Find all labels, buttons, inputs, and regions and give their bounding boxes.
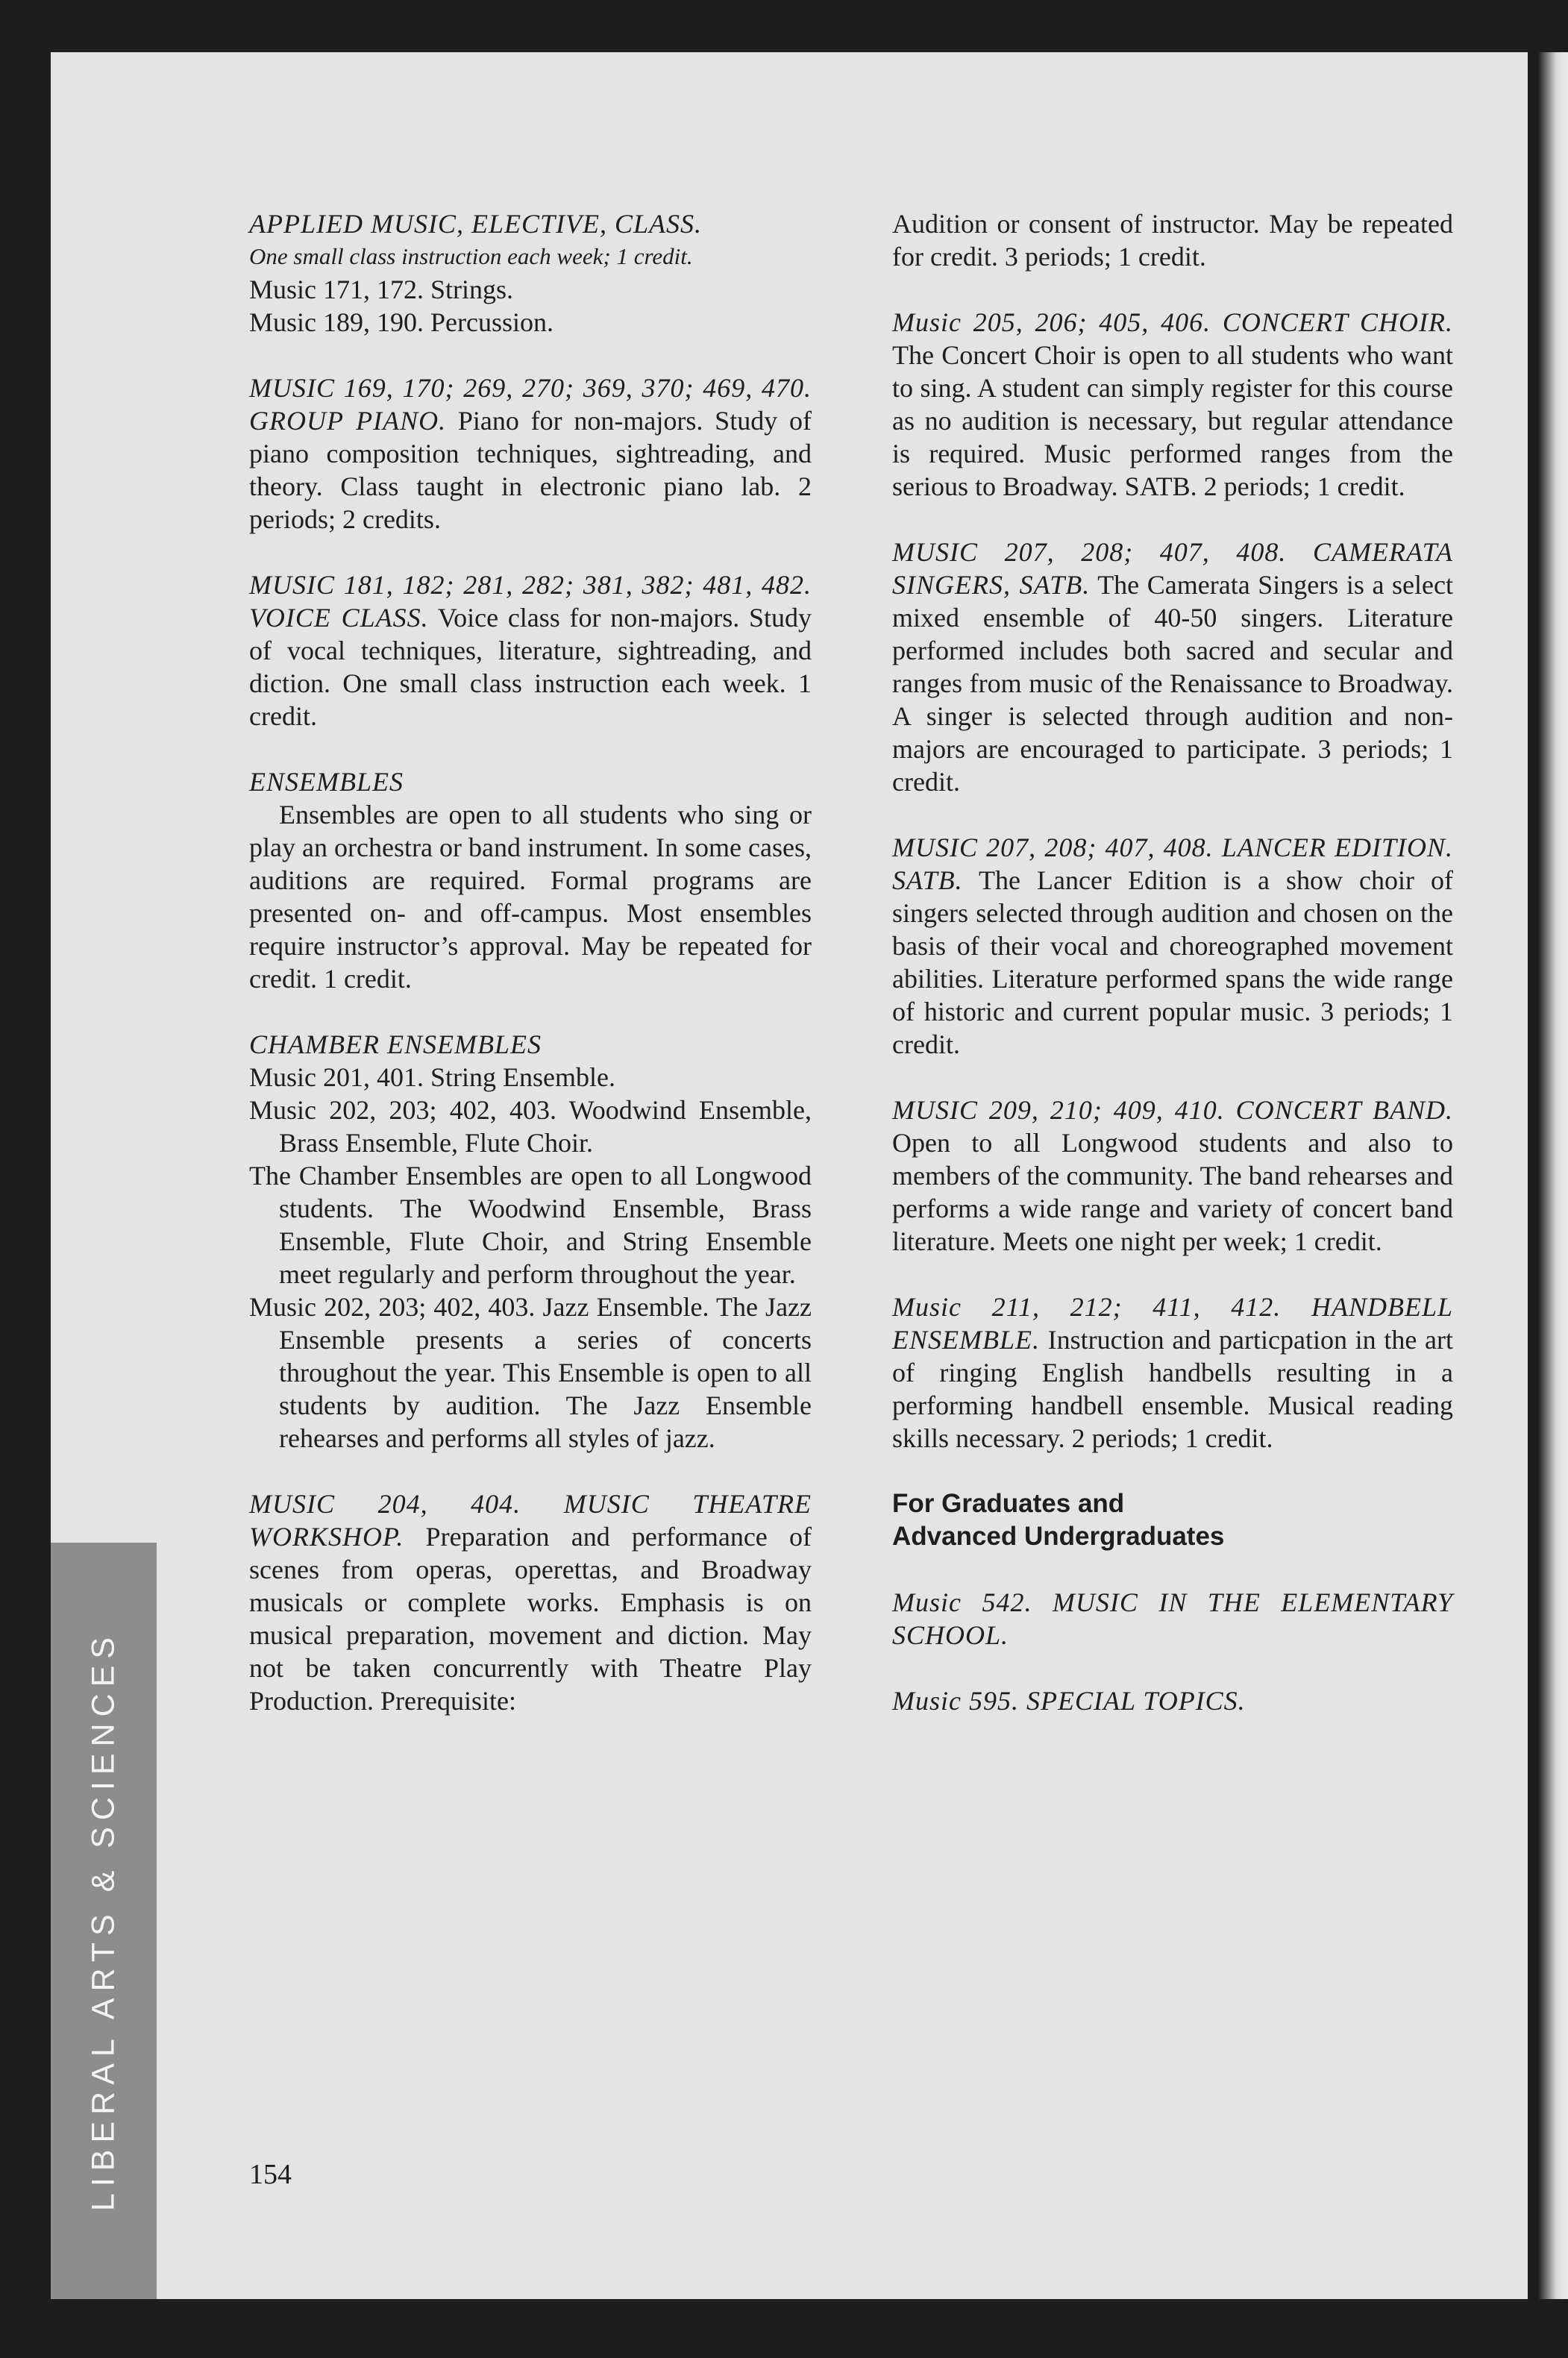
concert-choir-entry: [892, 306, 1453, 503]
lancer-edition-entry: [892, 831, 1453, 1061]
theatre-workshop-heading: MUSIC 204, 404. MUSIC THEATRE WORKSHOP.: [249, 1489, 812, 1552]
applied-music-entry: [249, 207, 812, 339]
chamber-ensembles-heading: CHAMBER ENSEMBLES: [249, 1029, 542, 1059]
voice-class-body: Voice class for non-majors. Study of vocal techniques, literature, sightreading, and diction. One small class instruction each week. 1 credit.: [249, 603, 812, 731]
music-542-entry: Music 542. MUSIC IN THE ELEMENTARY SCHOOL.: [892, 1587, 1453, 1650]
page-number: 154: [249, 2159, 292, 2190]
concert-band-body: Open to all Longwood students and also to members of the community. The band rehearses and performs a wide range and variety of concert band literature. Meets one night per week; 1 credit.: [892, 1128, 1453, 1256]
concert-choir-heading: Music 205, 206; 405, 406. CONCERT CHOIR.: [892, 307, 1453, 337]
camerata-heading: MUSIC 207, 208; 407, 408. CAMERATA SINGERS, SATB.: [892, 537, 1453, 600]
theatre-workshop-body: Preparation and performance of scenes from operas, operettas, and Broadway musicals or complete works. Emphasis is on musical preparation, movement and diction. May not be taken concurrently with Theatre Play Production. Prerequisite:: [249, 1522, 812, 1716]
ensembles-heading: ENSEMBLES: [249, 767, 404, 797]
chamber-item-woodwind: Music 202, 203; 402, 403. Woodwind Ensemble, Brass Ensemble, Flute Choir.: [249, 1095, 812, 1158]
handbell-heading: Music 211, 212; 411, 412. HANDBELL ENSEMBLE.: [892, 1292, 1453, 1355]
applied-percussion: Music 189, 190. Percussion.: [249, 307, 553, 337]
ensembles-entry: [249, 765, 812, 995]
concert-band-entry: [892, 1094, 1453, 1258]
applied-music-title: APPLIED MUSIC, ELECTIVE, CLASS.: [249, 209, 702, 239]
chamber-item-jazz: Music 202, 203; 402, 403. Jazz Ensemble. The Jazz Ensemble presents a series of concerts throughout the year. This Ensemble is open to all students by audition. The Jazz Ensemble rehearses and performs all styles of jazz.: [249, 1292, 812, 1453]
ensembles-body: Ensembles are open to all students who sing or play an orchestra or band instrument. In some cases, auditions are required. Formal programs are presented on- and off-campus. Most ensembles require instructor’s approval. May be repeated for credit. 1 credit.: [249, 800, 812, 994]
group-piano-body: Piano for non-majors. Study of piano composition techniques, sightreading, and theory. Class taught in electronic piano lab. 2 periods; 2 credits.: [249, 406, 812, 534]
theatre-workshop-entry: [249, 1487, 812, 1717]
chamber-ensembles-entry: [249, 1028, 812, 1455]
page-edge: [1538, 52, 1568, 2299]
camerata-body: The Camerata Singers is a select mixed ensemble of 40-50 singers. Literature performed includes both sacred and secular and ranges from music of the Renaissance to Broadway. A singer is selected through audition and non-majors are encouraged to participate. 3 periods; 1 credit.: [892, 570, 1453, 797]
applied-music-subtitle: One small class instruction each week; 1 credit.: [249, 243, 693, 269]
group-piano-entry: [249, 371, 812, 536]
voice-class-entry: [249, 568, 812, 733]
lancer-edition-body: The Lancer Edition is a show choir of singers selected through audition and chosen on the basis of their vocal and choreographed movement abilities. Literature performed spans the wide range of historic and current popular music. 3 periods; 1 credit.: [892, 865, 1453, 1059]
graduate-heading-line2: Advanced Undergraduates: [892, 1522, 1225, 1551]
concert-band-heading: MUSIC 209, 210; 409, 410. CONCERT BAND.: [892, 1095, 1453, 1125]
concert-choir-body: The Concert Choir is open to all students who want to sing. A student can simply register for this course as no audition is necessary, but regular attendance is required. Music performed ranges from the serious to Broadway. SATB. 2 periods; 1 credit.: [892, 340, 1453, 501]
voice-class-heading: MUSIC 181, 182; 281, 282; 381, 382; 481, 482. VOICE CLASS.: [249, 570, 812, 633]
graduate-heading-line1: For Graduates and: [892, 1489, 1125, 1518]
side-tab-label: LIBERAL ARTS & SCIENCES: [85, 1630, 122, 2212]
lancer-edition-heading: MUSIC 207, 208; 407, 408. LANCER EDITION. SATB.: [892, 832, 1453, 895]
handbell-entry: [892, 1291, 1453, 1455]
applied-strings: Music 171, 172. Strings.: [249, 275, 514, 304]
left-column: [249, 207, 812, 1750]
group-piano-heading: MUSIC 169, 170; 269, 270; 369, 370; 469, 470. GROUP PIANO.: [249, 373, 812, 436]
graduate-section-heading: [892, 1487, 1453, 1553]
handbell-body: Instruction and particpation in the art of ringing English handbells resulting in a performing handbell ensemble. Musical reading skills necessary. 2 periods; 1 credit.: [892, 1325, 1453, 1453]
chamber-item-string: Music 201, 401. String Ensemble.: [249, 1062, 615, 1092]
music-595-entry: Music 595. SPECIAL TOPICS.: [892, 1686, 1246, 1716]
theatre-workshop-continued: Audition or consent of instructor. May be repeated for credit. 3 periods; 1 credit.: [892, 209, 1453, 272]
right-column: [892, 207, 1453, 1750]
camerata-entry: [892, 536, 1453, 798]
chamber-item-description: The Chamber Ensembles are open to all Longwood students. The Woodwind Ensemble, Brass Ensemble, Flute Choir, and String Ensemble meet regularly and perform throughout the year.: [249, 1161, 812, 1289]
